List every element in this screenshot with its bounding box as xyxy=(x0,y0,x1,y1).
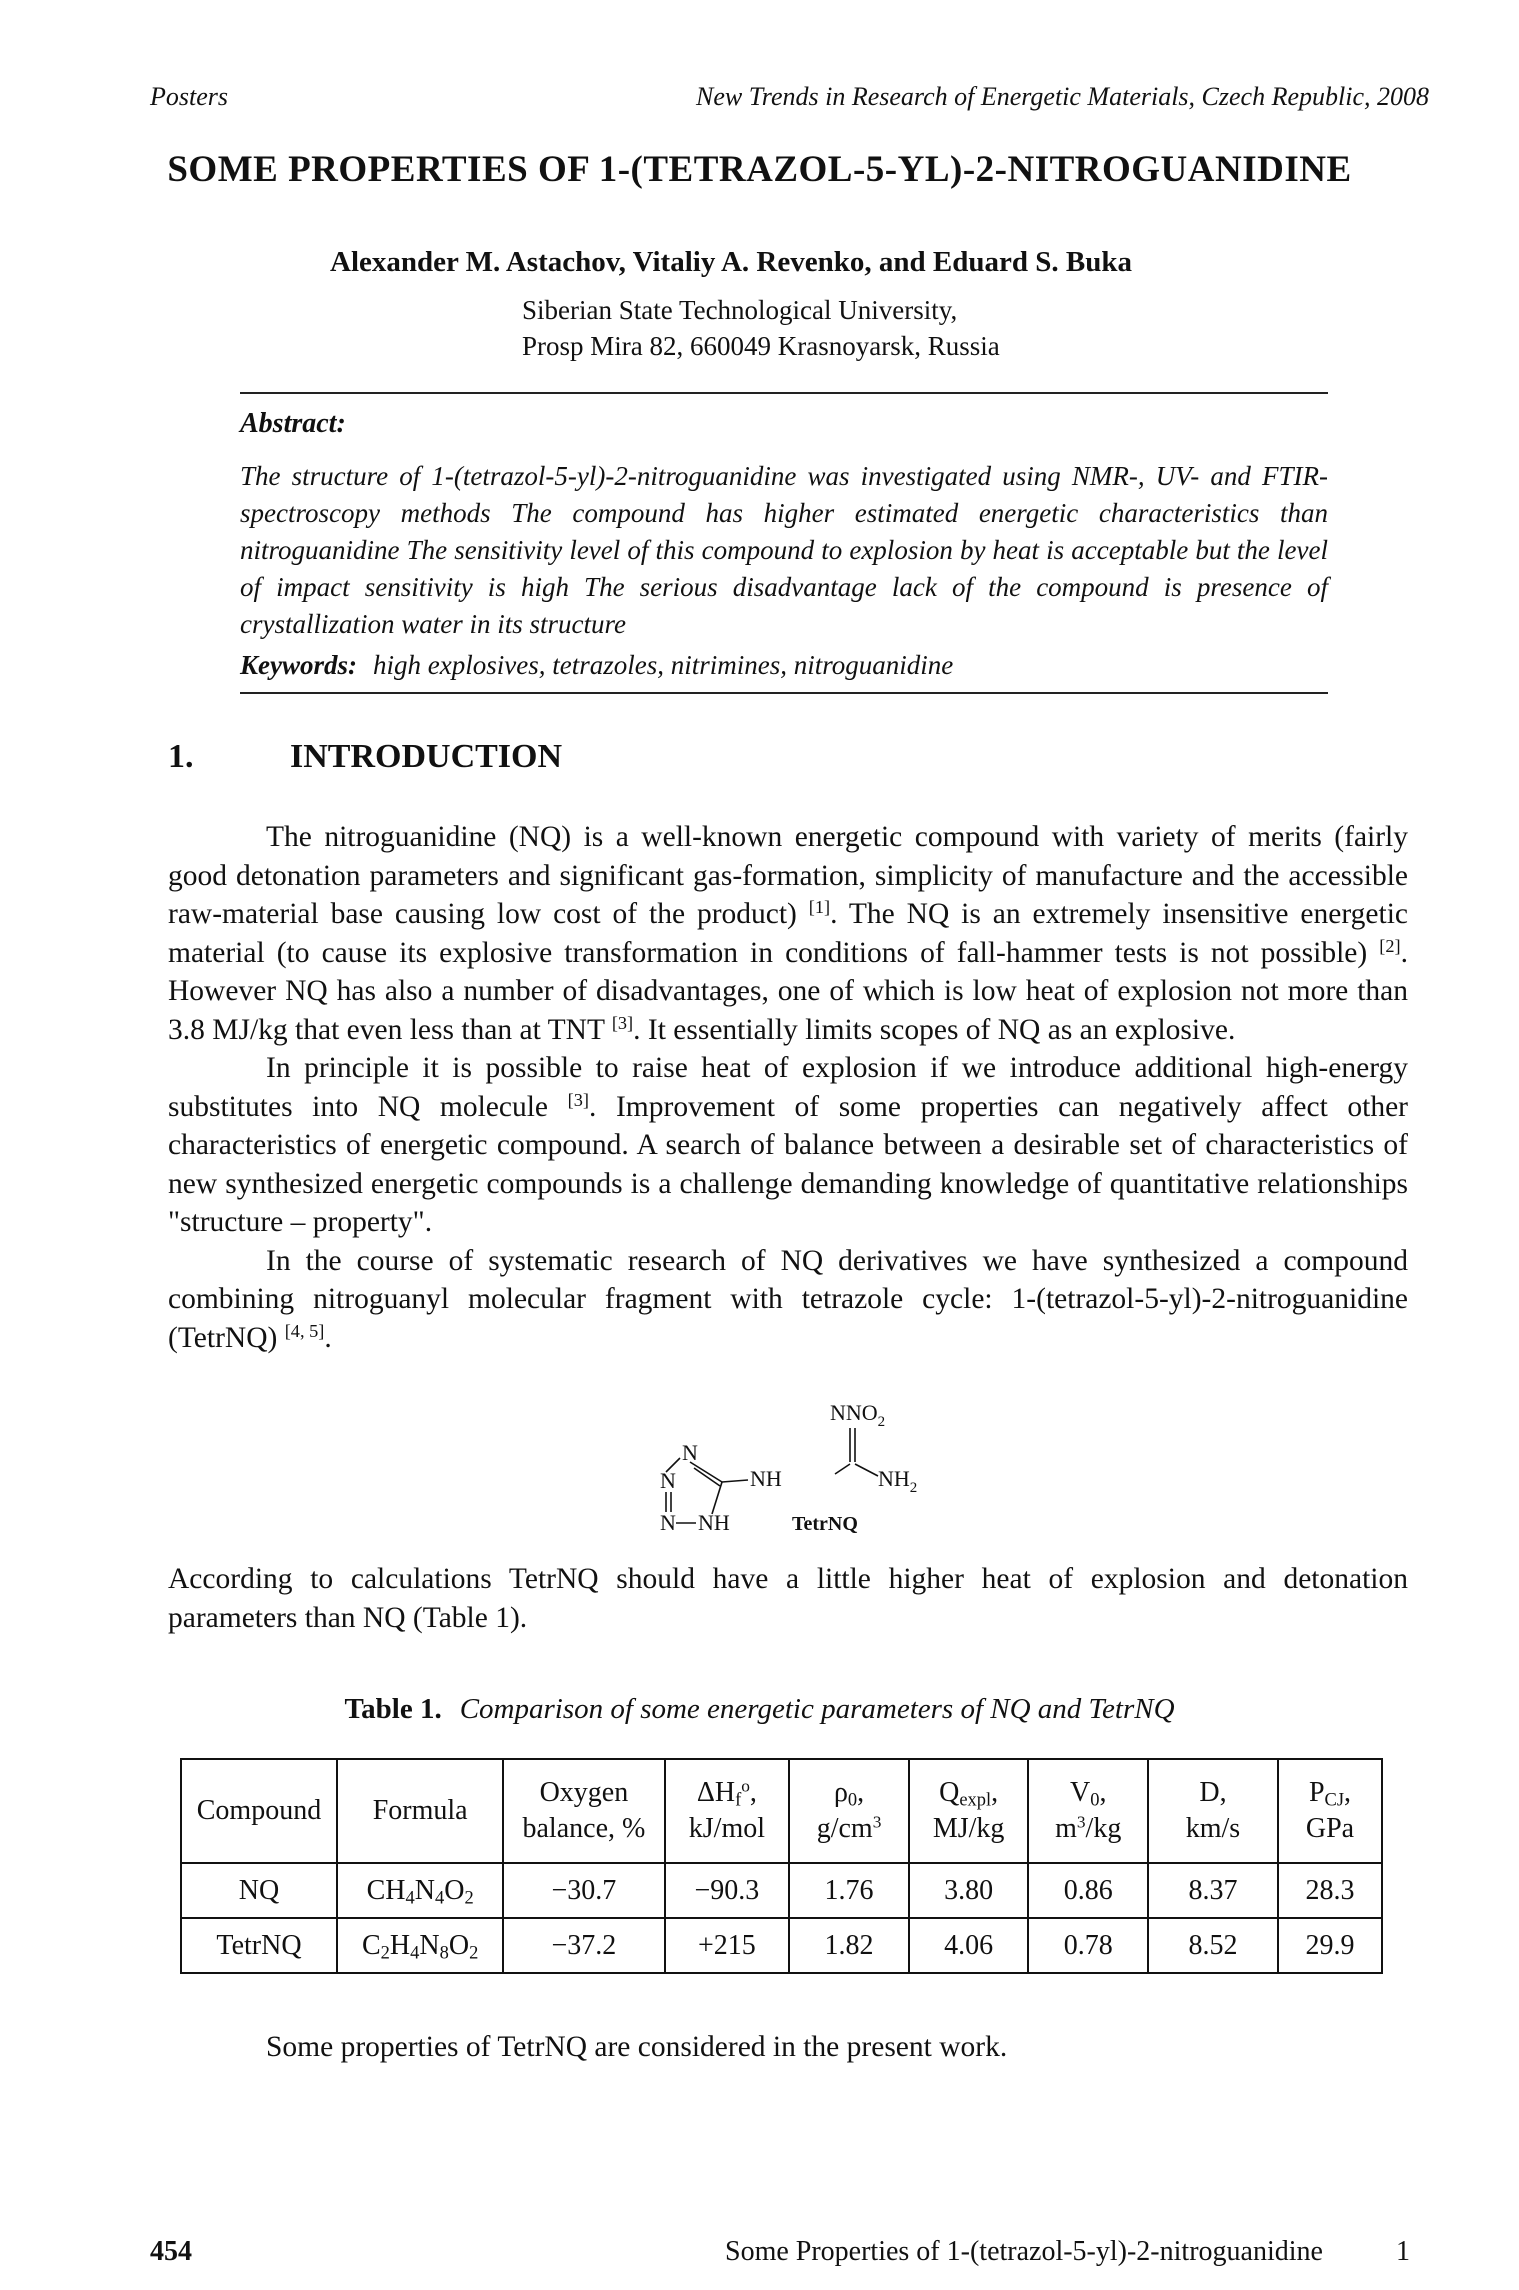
cell-compound: NQ xyxy=(181,1863,337,1918)
paragraph-1: The nitroguanidine (NQ) is a well-known energetic compound with variety of merits (fairly good detonation parameters and significant gas-formation, simplicity of manufacture and the accessible raw-material base causing low cost of the product) [1]. The NQ is an extremely insensitive energetic material (to cause its explosive transformation in conditions of fall-hammer tests is not possible) [2]. However NQ has also a number of disadvantages, one of which is low heat of explosion not more than 3.8 MJ/kg that even less than at TNT [3]. It essentially limits scopes of NQ as an explosive. xyxy=(168,821,1408,1046)
table-row xyxy=(181,1863,1382,1918)
structure-compound-name: TetrNQ xyxy=(792,1513,858,1535)
cell-enthalpy: −90.3 xyxy=(665,1863,790,1918)
structure-ring-n-bottom: N xyxy=(660,1510,676,1535)
section-heading: INTRODUCTION xyxy=(290,738,563,775)
section-number: 1. xyxy=(168,738,194,775)
structure-nno2-label: $NNO_2$ xyxy=(830,1400,886,1430)
cell-density: 1.82 xyxy=(789,1918,909,1973)
header-cj-pressure: $P_{CJ}$, GPa xyxy=(1278,1759,1382,1863)
citation: [2] xyxy=(1379,935,1401,956)
cell-gas-volume: 0.78 xyxy=(1028,1918,1148,1973)
cell-oxygen-balance: −30.7 xyxy=(503,1863,664,1918)
table-caption xyxy=(0,1693,1519,1726)
header-heat-of-explosion: $Q_{expl}$, MJ/kg xyxy=(909,1759,1029,1863)
abstract-bottom-rule xyxy=(240,692,1328,694)
header-density: $\rho_0$, $g/cm^3$ xyxy=(789,1759,909,1863)
cell-compound: TetrNQ xyxy=(181,1918,337,1973)
tetrnq-structure-diagram xyxy=(640,1390,960,1540)
running-footer-title: Some Properties of 1-(tetrazol-5-yl)-2-nitroguanidine xyxy=(725,2236,1323,2267)
citation: [3] xyxy=(567,1089,589,1110)
cell-cj-pressure: 28.3 xyxy=(1278,1863,1382,1918)
table-header-row xyxy=(181,1759,1382,1863)
header-gas-volume: $V_0$, $m^3/kg$ xyxy=(1028,1759,1148,1863)
cell-enthalpy: +215 xyxy=(665,1918,790,1973)
header-compound: Compound xyxy=(181,1759,337,1863)
citation: [4, 5] xyxy=(284,1320,325,1341)
header-detonation-velocity: D, km/s xyxy=(1148,1759,1278,1863)
structure-nh-label: NH xyxy=(750,1466,782,1491)
structure-ring-n-left: N xyxy=(660,1468,676,1493)
keywords-label: Keywords: xyxy=(240,650,357,680)
affiliation xyxy=(522,292,1000,364)
running-footer-suffix: 1 xyxy=(1396,2236,1410,2267)
author-list: Alexander M. Astachov, Vitaliy A. Revenko, and Eduard S. Buka xyxy=(330,246,1132,278)
energetic-parameters-table xyxy=(180,1758,1383,1974)
header-formula: Formula xyxy=(337,1759,503,1863)
cell-cj-pressure: 29.9 xyxy=(1278,1918,1382,1973)
paragraph-4-block xyxy=(168,1560,1408,1637)
header-enthalpy: $\Delta H_f^o$, kJ/mol xyxy=(665,1759,790,1863)
paragraph-3: In the course of systematic research of NQ derivatives we have synthesized a compound combining nitroguanyl molecular fragment with tetrazole cycle: 1-(tetrazol-5-yl)-2-nitroguanidine (TetrNQ) [4, 5]. xyxy=(168,1244,1408,1354)
paragraph-5: Some properties of TetrNQ are considered in the present work. xyxy=(266,2031,1008,2063)
paragraph-5-block xyxy=(168,2028,1408,2067)
cell-gas-volume: 0.86 xyxy=(1028,1863,1148,1918)
header-oxygen-balance: Oxygen balance, % xyxy=(503,1759,664,1863)
structure-ring-n-top: N xyxy=(682,1440,698,1465)
cell-heat-of-explosion: 3.80 xyxy=(909,1863,1029,1918)
affiliation-line-2: Prosp Mira 82, 660049 Krasnoyarsk, Russia xyxy=(522,331,1000,361)
structure-nh2-label: $NH_2$ xyxy=(878,1466,918,1496)
page-number: 454 xyxy=(150,2236,192,2267)
cell-oxygen-balance: −37.2 xyxy=(503,1918,664,1973)
paragraph-2: In principle it is possible to raise heat of explosion if we introduce additional high-energy substitutes into NQ molecule [3]. Improvement of some properties can negatively affect other characteristics of energetic compound. A search of balance between a desirable set of characteristics of new synthesized energetic compounds is a challenge demanding knowledge of quantitative relationships "structure – property". xyxy=(168,1052,1409,1238)
abstract-label: Abstract: xyxy=(240,408,346,439)
introduction-body xyxy=(168,818,1408,1357)
paper-title: SOME PROPERTIES OF 1-(TETRAZOL-5-YL)-2-NITROGUANIDINE xyxy=(167,149,1352,190)
cell-formula: $CH_4N_4O_2$ xyxy=(337,1863,503,1918)
table-row xyxy=(181,1918,1382,1973)
cell-formula: $C_2H_4N_8O_2$ xyxy=(337,1918,503,1973)
running-header-section: Posters xyxy=(150,82,228,111)
cell-heat-of-explosion: 4.06 xyxy=(909,1918,1029,1973)
keywords-line xyxy=(240,650,953,681)
citation: [3] xyxy=(611,1012,634,1033)
table-label: Table 1. xyxy=(344,1693,442,1725)
structure-ring-nh: NH xyxy=(698,1510,730,1535)
cell-detonation-velocity: 8.37 xyxy=(1148,1863,1278,1918)
keywords-text: high explosives, tetrazoles, nitrimines, nitroguanidine xyxy=(373,650,954,680)
paragraph-4: According to calculations TetrNQ should have a little higher heat of explosion and detonation parameters than NQ (Table 1). xyxy=(168,1563,1408,1634)
running-header-conference: New Trends in Research of Energetic Materials, Czech Republic, 2008 xyxy=(696,82,1429,111)
abstract-top-rule xyxy=(240,392,1328,394)
abstract-text: The structure of 1-(tetrazol-5-yl)-2-nitroguanidine was investigated using NMR-, UV- and FTIR-spectroscopy methods The compound has higher estimated energetic characteristics than nitroguanidine The sensitivity level of this compound to explosion by heat is acceptable but the level of impact sensitivity is high The serious disadvantage lack of the compound is presence of crystallization water in its structure xyxy=(240,461,1328,639)
cell-detonation-velocity: 8.52 xyxy=(1148,1918,1278,1973)
table-caption-text: Comparison of some energetic parameters of NQ and TetrNQ xyxy=(459,1693,1175,1725)
affiliation-line-1: Siberian State Technological University, xyxy=(522,295,958,325)
cell-density: 1.76 xyxy=(789,1863,909,1918)
citation: [1] xyxy=(808,896,831,917)
